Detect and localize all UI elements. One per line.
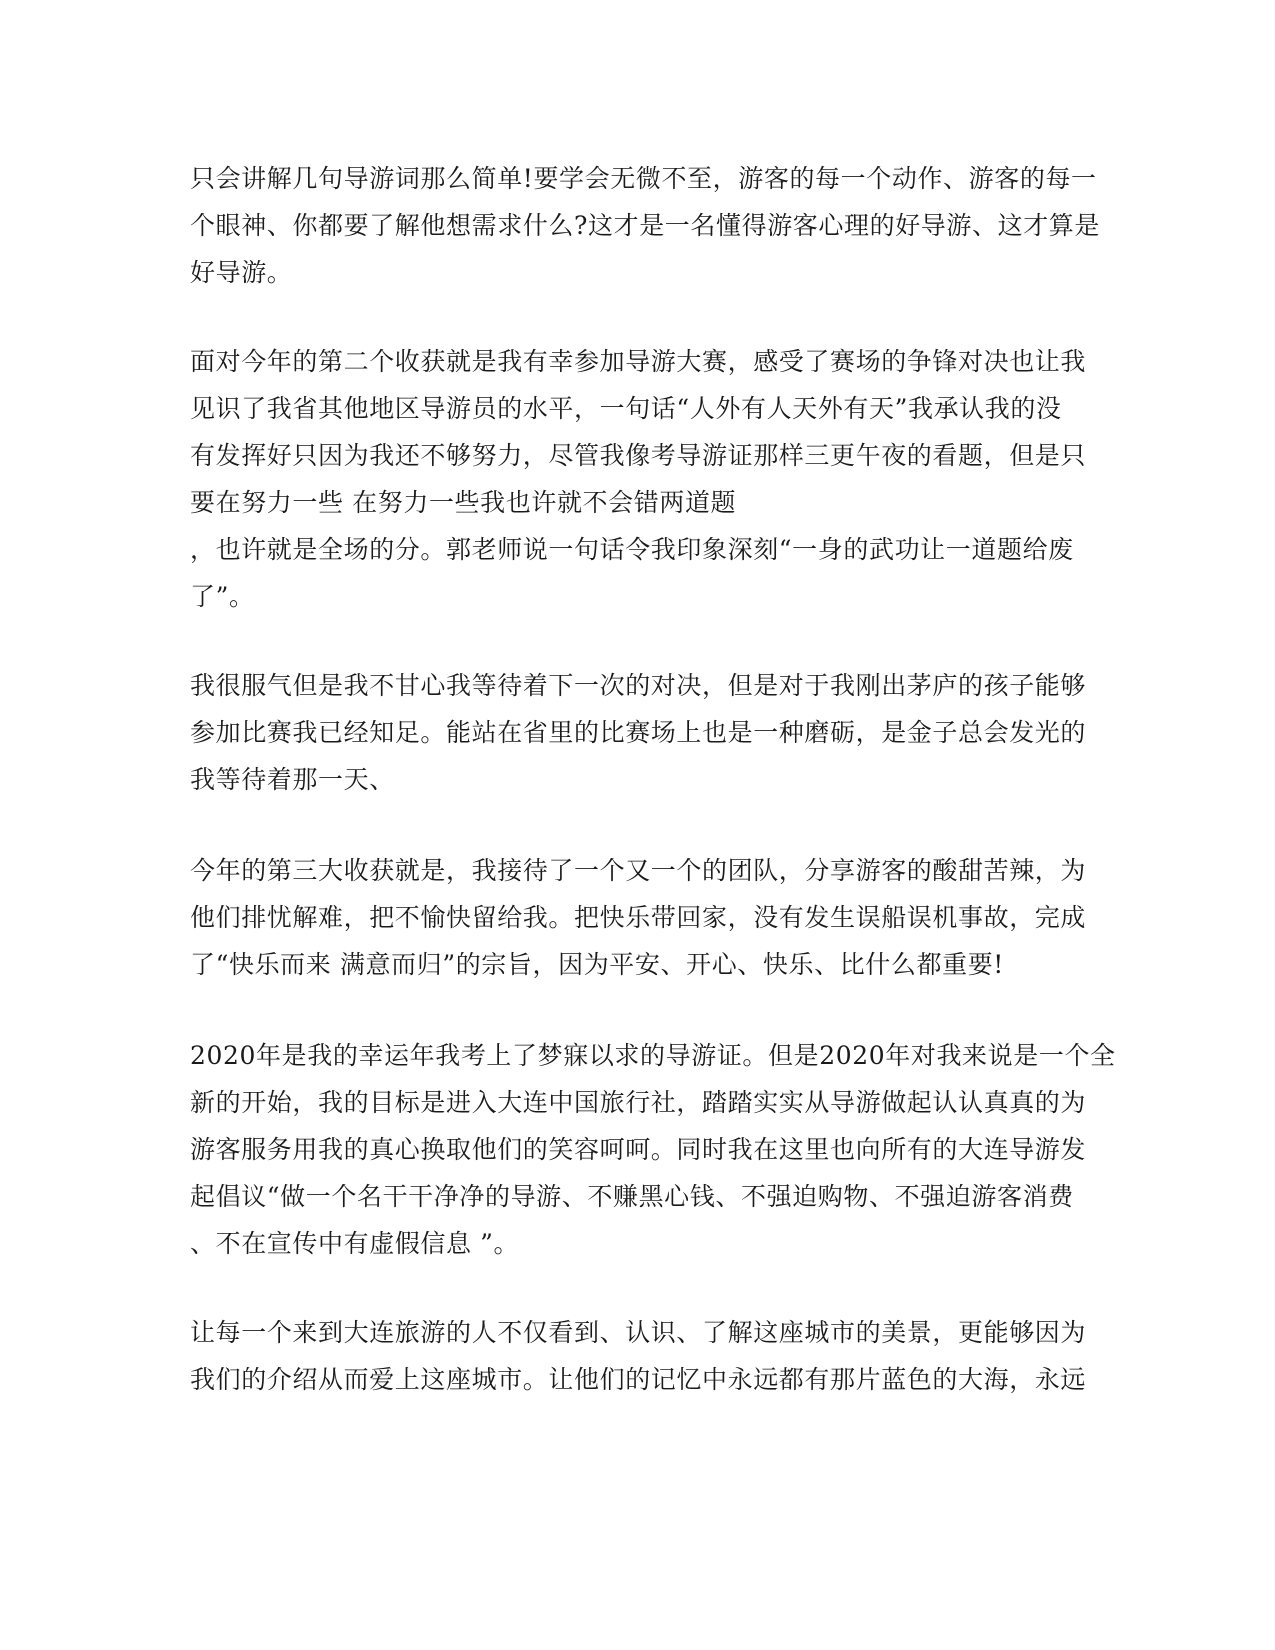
text-line: 2020年是我的幸运年我考上了梦寐以求的导游证。但是2020年对我来说是一个全 bbox=[190, 1041, 1116, 1070]
text-line: 他们排忧解难，把不愉快留给我。把快乐带回家，没有发生误船误机事故，完成 bbox=[190, 903, 1087, 932]
text-line: 个眼神、你都要了解他想需求什么?这才是一名懂得游客心理的好导游、这才算是 bbox=[190, 211, 1101, 240]
text-line: 游客服务用我的真心换取他们的笑容呵呵。同时我在这里也向所有的大连导游发 bbox=[190, 1135, 1087, 1164]
text-line: 了”。 bbox=[190, 582, 255, 611]
text-line: 今年的第三大收获就是，我接待了一个又一个的团队，分享游客的酸甜苦辣，为 bbox=[190, 856, 1087, 885]
paragraph-4 bbox=[190, 847, 1090, 988]
text-line: 新的开始，我的目标是进入大连中国旅行社，踏踏实实从导游做起认认真真的为 bbox=[190, 1088, 1087, 1117]
text-line: 见识了我省其他地区导游员的水平，一句话“人外有人天外有天”我承认我的没 bbox=[190, 394, 1062, 423]
text-line: 让每一个来到大连旅游的人不仅看到、认识、了解这座城市的美景，更能够因为 bbox=[190, 1318, 1087, 1347]
text-line: 我们的介绍从而爱上这座城市。让他们的记忆中永远都有那片蓝色的大海，永远 bbox=[190, 1365, 1087, 1394]
paragraph-2 bbox=[190, 338, 1090, 620]
text-line: 我很服气但是我不甘心我等待着下一次的对决，但是对于我刚出茅庐的孩子能够 bbox=[190, 671, 1087, 700]
paragraph-3 bbox=[190, 662, 1090, 803]
text-line: 好导游。 bbox=[190, 258, 293, 287]
paragraph-5 bbox=[190, 1032, 1116, 1267]
paragraph-1 bbox=[190, 155, 1101, 296]
text-line: 面对今年的第二个收获就是我有幸参加导游大赛，感受了赛场的争锋对决也让我 bbox=[190, 347, 1087, 376]
text-line: 我等待着那一天、 bbox=[190, 765, 395, 794]
text-line: 要在努力一些 在努力一些我也许就不会错两道题 bbox=[190, 488, 737, 517]
text-line: 了“快乐而来 满意而归”的宗旨，因为平安、开心、快乐、比什么都重要! bbox=[190, 950, 1004, 979]
text-line: ，也许就是全场的分。郭老师说一句话令我印象深刻“一身的武功让一道题给废 bbox=[190, 535, 1074, 564]
paragraph-6 bbox=[190, 1309, 1090, 1403]
text-line: 只会讲解几句导游词那么简单!要学会无微不至，游客的每一个动作、游客的每一 bbox=[190, 164, 1097, 193]
text-line: 参加比赛我已经知足。能站在省里的比赛场上也是一种磨砺，是金子总会发光的 bbox=[190, 718, 1087, 747]
text-line: 起倡议“做一个名干干净净的导游、不赚黑心钱、不强迫购物、不强迫游客消费 bbox=[190, 1182, 1074, 1211]
text-line: 、不在宣传中有虚假信息 ”。 bbox=[190, 1229, 520, 1258]
text-line: 有发挥好只因为我还不够努力，尽管我像考导游证那样三更午夜的看题，但是只 bbox=[190, 441, 1087, 470]
